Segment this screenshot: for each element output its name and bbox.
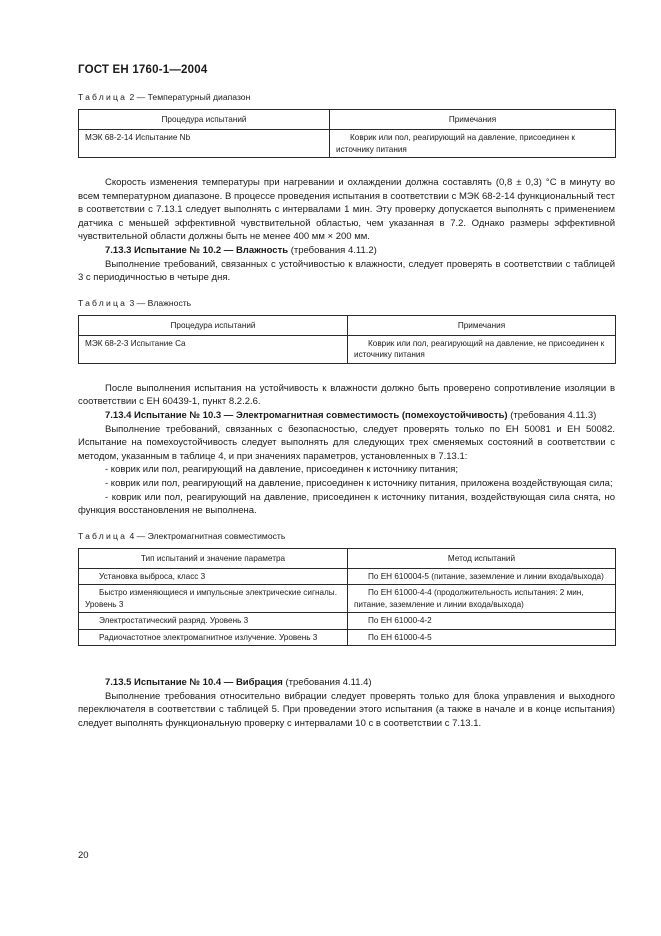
table4-col-test-type: Тип испытаний и значение параметра bbox=[79, 548, 348, 568]
document-header: ГОСТ ЕН 1760-1—2004 bbox=[78, 64, 208, 76]
section-7-13-3-ref: (требования 4.11.2) bbox=[288, 244, 377, 256]
list-item: - коврик или пол, реагирующий на давление, присоединен к источнику питания, воздействующая сила снята, но функция восстановления не выполнена. bbox=[78, 491, 615, 517]
table-row bbox=[79, 585, 616, 613]
table3-humidity bbox=[78, 315, 616, 364]
table3-cell-notes: Коврик или пол, реагирующий на давление, не присоединен к источнику питания bbox=[348, 335, 616, 363]
table3-caption-title: 3 — Влажность bbox=[129, 297, 192, 308]
table4-cell-test-method: По ЕН 61000-4-2 bbox=[348, 613, 616, 630]
table4-cell-test-type: Установка выброса, класс 3 bbox=[79, 568, 348, 585]
table2-col-procedure: Процедура испытаний bbox=[79, 110, 330, 130]
section-7-13-4-text: Выполнение требований, связанных с безопасностью, следует проверять только по ЕН 50081 и ЕН 50082. Испытание на помехоустойчивость следует выполнять для следующих трех сменяемых состояний в соответствии с методом, указанным в таблице 4, и при значениях параметров, установленных в 7.13.1: bbox=[78, 423, 615, 462]
table3-col-notes: Примечания bbox=[348, 315, 616, 335]
table4-cell-test-method: По ЕН 610004-5 (питание, заземление и линии входа/выхода) bbox=[348, 568, 616, 585]
section-7-13-3-text: Выполнение требований, связанных с устойчивостью к влажности, следует проверять в соответствии с таблицей 3 с периодичностью в четыре дня. bbox=[78, 258, 615, 284]
paragraph-insulation-resistance: После выполнения испытания на устойчивость к влажности должно быть проверено сопротивление изоляции в соответствии с ЕН 60439-1, пункт 8.2.2.6. bbox=[78, 382, 615, 408]
table-header-row bbox=[79, 110, 616, 130]
table4-cell-test-method: По ЕН 61000-4-4 (продолжительность испытания: 2 мин, питание, заземление и линии входа/выхода) bbox=[348, 585, 616, 613]
table-row bbox=[79, 130, 616, 158]
table-row bbox=[79, 629, 616, 646]
table-row bbox=[79, 568, 616, 585]
section-7-13-3-heading bbox=[78, 244, 615, 258]
list-item: - коврик или пол, реагирующий на давление, присоединен к источнику питания; bbox=[105, 464, 458, 476]
list-item: - коврик или пол, реагирующий на давление, присоединен к источнику питания, приложена воздействующая сила; bbox=[105, 477, 613, 489]
table4-caption bbox=[78, 531, 615, 541]
section-7-13-4-title: 7.13.4 Испытание № 10.3 — Электромагнитная совместимость (помехоустойчивость) bbox=[105, 409, 508, 421]
table4-cell-test-type: Радиочастотное электромагнитное излучение. Уровень 3 bbox=[79, 629, 348, 646]
table4-caption-title: 4 — Электромагнитная совместимость bbox=[129, 530, 286, 541]
table3-caption bbox=[78, 298, 615, 308]
table3-caption-word: Таблица bbox=[78, 297, 128, 308]
section-7-13-5-text: Выполнение требования относительно вибрации следует проверять только для блока управления и выходного переключателя в соответствии с таблицей 5. При проведении этого испытания (а также в начале и в конце испытания) следует выполнять функциональную проверку с интервалами 10 с в соответствии с 7.13.1. bbox=[78, 690, 615, 729]
section-7-13-4-ref: (требования 4.11.3) bbox=[507, 409, 597, 421]
table-header-row bbox=[79, 315, 616, 335]
table-row bbox=[79, 335, 616, 363]
table2-col-notes: Примечания bbox=[330, 110, 616, 130]
table4-caption-word: Таблица bbox=[78, 530, 128, 541]
table4-col-test-method: Метод испытаний bbox=[348, 548, 616, 568]
table4-emc bbox=[78, 548, 616, 647]
table2-caption bbox=[78, 92, 615, 102]
document-body bbox=[78, 92, 615, 731]
table2-temperature-range bbox=[78, 109, 616, 158]
table2-caption-word: Таблица bbox=[78, 92, 128, 102]
table3-col-procedure: Процедура испытаний bbox=[79, 315, 348, 335]
section-7-13-5-title: 7.13.5 Испытание № 10.4 — Вибрация bbox=[105, 677, 283, 689]
section-7-13-5-heading bbox=[78, 676, 615, 690]
table-row bbox=[79, 613, 616, 630]
table2-cell-notes: Коврик или пол, реагирующий на давление, присоединен к источнику питания bbox=[330, 130, 616, 158]
table3-cell-procedure: МЭК 68-2-3 Испытание Ca bbox=[79, 335, 348, 363]
table-header-row bbox=[79, 548, 616, 568]
table2-caption-title: 2 — Температурный диапазон bbox=[129, 92, 251, 102]
section-7-13-5-ref: (требования 4.11.4) bbox=[282, 677, 372, 689]
table4-cell-test-method: По ЕН 61000-4-5 bbox=[348, 629, 616, 646]
section-7-13-3-title: 7.13.3 Испытание № 10.2 — Влажность bbox=[105, 244, 289, 256]
table2-cell-procedure: МЭК 68-2-14 Испытание Nb bbox=[79, 130, 330, 158]
page-number: 20 bbox=[78, 850, 89, 861]
table4-cell-test-type: Быстро изменяющиеся и импульсные электрические сигналы. Уровень 3 bbox=[79, 585, 348, 613]
section-7-13-4-heading bbox=[78, 409, 615, 423]
paragraph-temperature-rate: Скорость изменения температуры при нагревании и охлаждении должна составлять (0,8 ± 0,3) °C в минуту во всем температурном диапазоне. В процессе проведения испытания в соответствии с МЭК 68-2-14 функциональный тест в соответствии с 7.13.1 следует выполнять с интервалами 1 мин. Эту проверку допускается выполнять с применением датчика с меньшей эффективной чувствительной областью, чем указанная в 7.2. Однако размеры эффективной чувствительной области должны быть не менее 400 мм × 200 мм. bbox=[78, 177, 615, 243]
table4-cell-test-type: Электростатический разряд. Уровень 3 bbox=[79, 613, 348, 630]
